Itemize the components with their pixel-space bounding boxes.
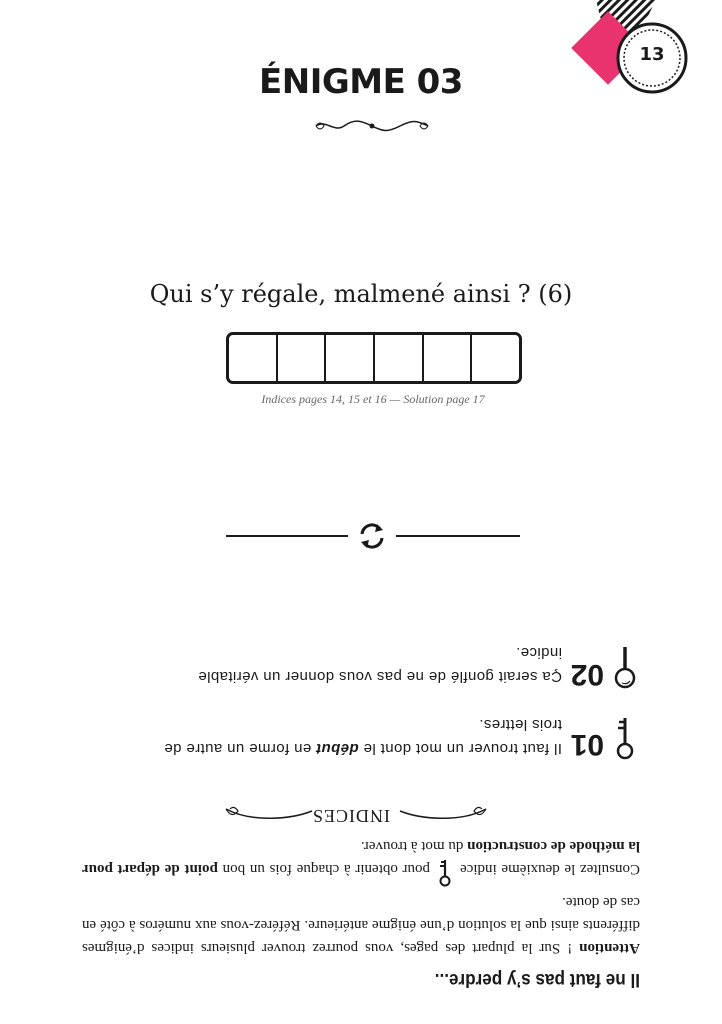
key-icon [434,857,456,887]
riddle-question: Qui s’y régale, malmené ainsi ? (6) [149,280,573,308]
answer-cell[interactable] [229,335,278,381]
attention-text: ! Sur la plupart des pages, vous pourrez trouver plusieurs indices d’énigmes différents ainsi que la solution d’une énigme antérieure. Référez-vous aux numéros à côté en cas de doute. [82,894,640,956]
key-icon [610,714,640,760]
hint-01-text-before: Il faut trouver un mot dont le [358,740,562,757]
hint-01-text-after: en forme un autre de trois lettres. [164,716,562,757]
magnifier-icon [610,644,640,690]
attention-label: Attention [579,940,640,956]
divider-right [396,535,520,537]
divider-left [226,535,348,537]
hint-01-emphasis: début [315,740,359,757]
hint-01-number: 01 [570,728,604,761]
page-title: ÉNIGME 03 [259,62,463,102]
answer-cell[interactable] [472,335,519,381]
title-ornament-icon [312,117,432,135]
consult-text-before: Consultez le deuxième indice [460,861,640,877]
consult-text-middle: pour obtenir à chaque fois un bon [222,861,431,877]
page-number: 13 [639,44,665,65]
answer-cell[interactable] [375,335,424,381]
attention-paragraph [82,890,640,959]
section-heading: Il ne faut pas s’y perdre... [434,969,640,990]
consult-text-after: du mot à trouver. [360,838,468,854]
hint-02-text: Ça serait gonflé de ne pas vous donner un véritable indice. [198,644,562,685]
hint-01-text [162,712,562,760]
answer-cell[interactable] [278,335,327,381]
answer-cell[interactable] [424,335,473,381]
answer-cell[interactable] [326,335,375,381]
answer-grid[interactable] [226,332,522,384]
upside-down-section [0,560,722,1024]
indices-label: INDICES [312,806,390,826]
consult-text-bold: point de départ pour la méthode de construction [81,838,640,877]
consult-paragraph [82,834,640,887]
rotate-arrows-icon [356,520,388,552]
hint-02-number: 02 [570,658,604,691]
hint-reference: Indices pages 14, 15 et 16 — Solution page 17 [261,392,485,406]
